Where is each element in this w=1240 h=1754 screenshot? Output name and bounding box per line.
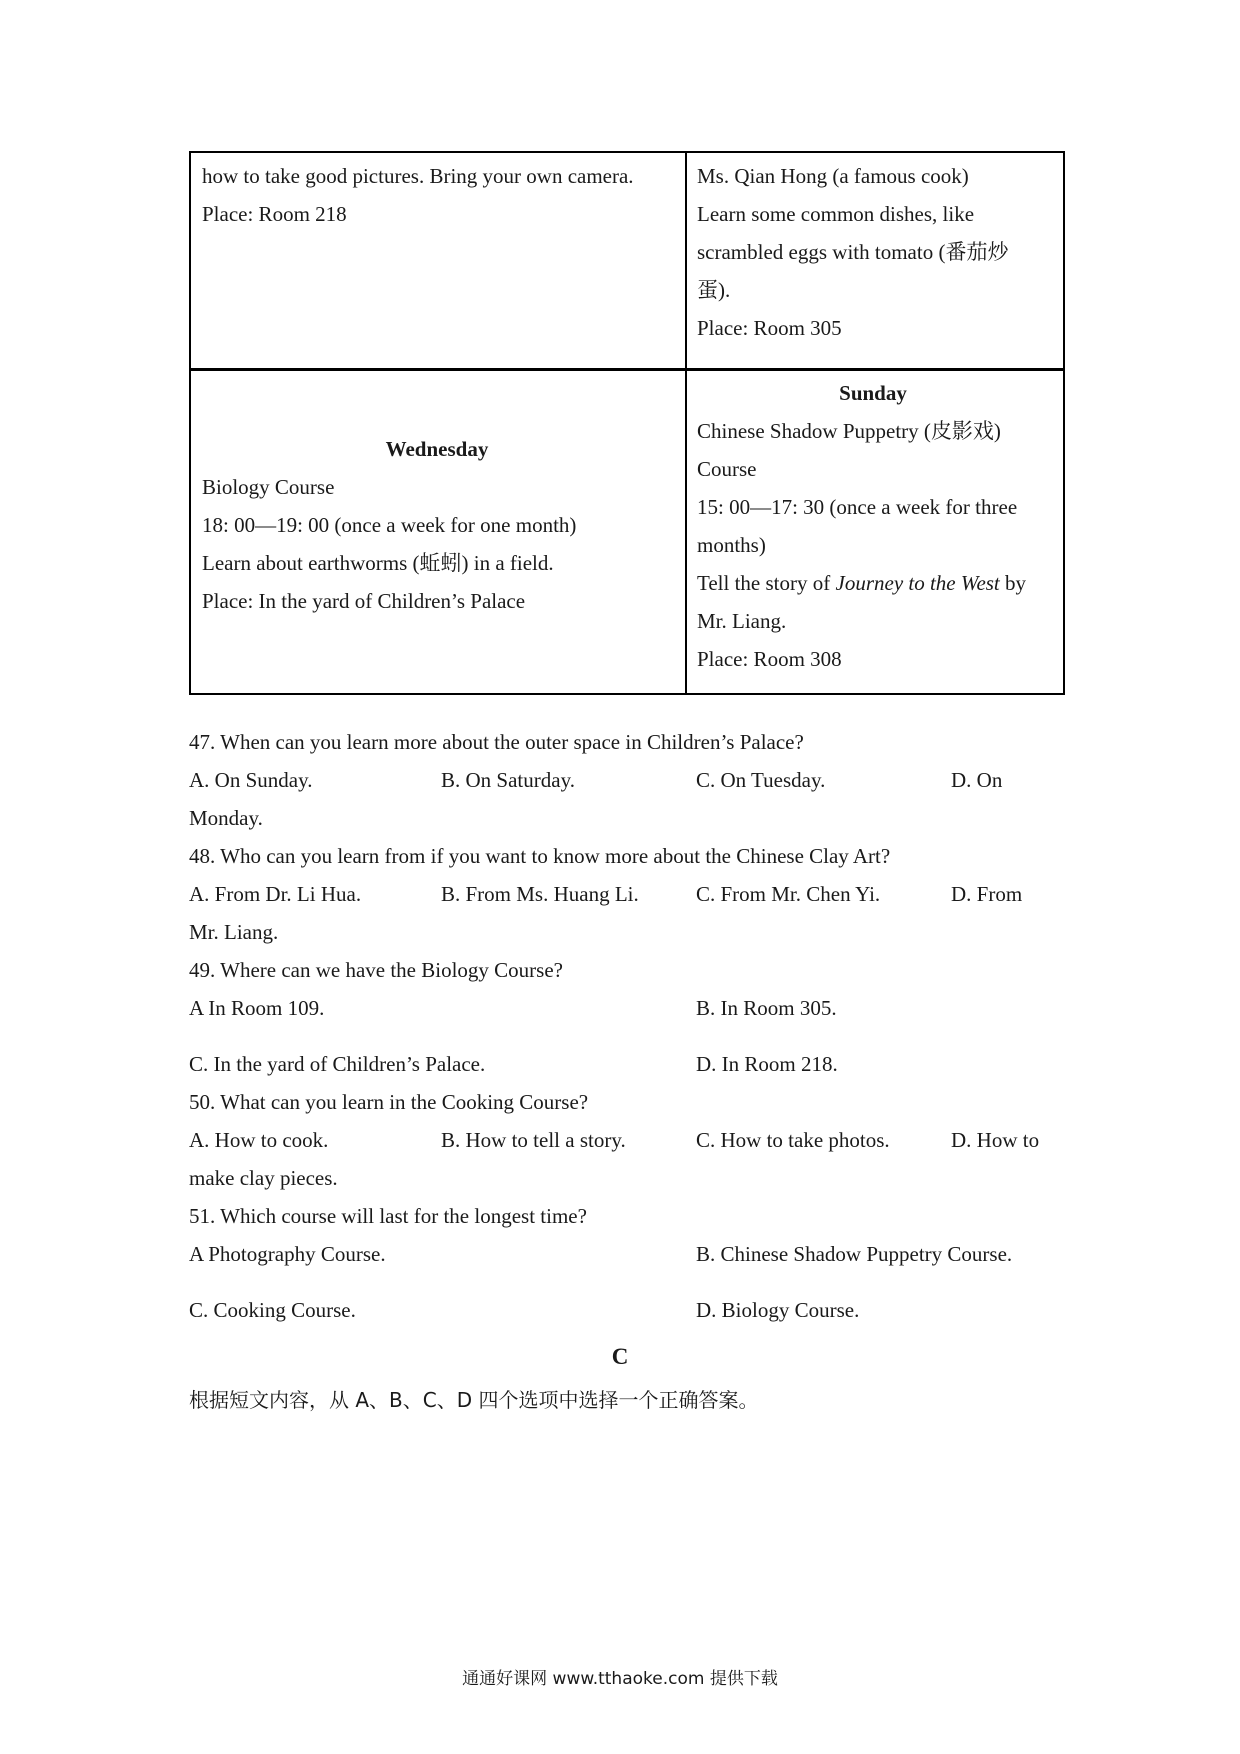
question-51-option-c: C. Cooking Course.	[189, 1298, 356, 1322]
book-title: Journey to the West	[835, 571, 1000, 595]
cell-line: 18: 00—19: 00 (once a week for one month)	[202, 513, 577, 537]
cell-line: Biology Course	[202, 475, 335, 499]
table-divider-horizontal	[191, 368, 1063, 371]
question-50-option-a: A. How to cook.	[189, 1128, 329, 1152]
question-51-option-a: A Photography Course.	[189, 1242, 386, 1266]
cell-line: Ms. Qian Hong (a famous cook)	[697, 164, 969, 188]
question-47-option-d-wrap: Monday.	[189, 806, 263, 830]
cell-line	[697, 564, 1057, 602]
cell-line: Place: Room 308	[697, 647, 842, 671]
cell-line: Place: Room 218	[202, 202, 347, 226]
question-49-option-c: C. In the yard of Children’s Palace.	[189, 1052, 486, 1076]
cell-cooking	[697, 157, 1008, 347]
question-47-option-a: A. On Sunday.	[189, 768, 313, 792]
cell-line: Learn some common dishes, like	[697, 202, 975, 226]
section-instruction: 根据短文内容，从 A、B、C、D 四个选项中选择一个正确答案。	[189, 1388, 759, 1412]
question-48-option-d: D. From	[951, 882, 1023, 906]
question-47-option-b: B. On Saturday.	[441, 768, 575, 792]
cell-line: how to take good pictures. Bring your own camera.	[202, 164, 634, 188]
cell-line: 15: 00—17: 30 (once a week for three	[697, 495, 1018, 519]
question-50-option-c: C. How to take photos.	[696, 1128, 890, 1152]
question-47-option-c: C. On Tuesday.	[696, 768, 826, 792]
question-47-option-d: D. On	[951, 768, 1003, 792]
text-segment: by	[999, 571, 1027, 595]
day-heading-sunday: Sunday	[839, 381, 907, 405]
course-schedule-table	[189, 151, 1065, 695]
question-48-option-d-wrap: Mr. Liang.	[189, 920, 279, 944]
question-48-option-c: C. From Mr. Chen Yi.	[696, 882, 881, 906]
cell-line: Learn about earthworms (蚯蚓) in a field.	[202, 551, 554, 575]
question-51-option-b: B. Chinese Shadow Puppetry Course.	[696, 1242, 1013, 1266]
cell-line: scrambled eggs with tomato (番茄炒	[697, 240, 1009, 264]
question-48-option-b: B. From Ms. Huang Li.	[441, 882, 639, 906]
question-48-option-a: A. From Dr. Li Hua.	[189, 882, 362, 906]
cell-sunday	[697, 374, 1057, 678]
question-49-option-d: D. In Room 218.	[696, 1052, 838, 1076]
cell-line: Place: In the yard of Children’s Palace	[202, 589, 526, 613]
cell-line: Course	[697, 457, 757, 481]
day-heading-wednesday: Wednesday	[385, 437, 489, 461]
text-segment: Tell the story of	[697, 571, 836, 595]
question-50-option-b: B. How to tell a story.	[441, 1128, 626, 1152]
question-50-option-d-wrap: make clay pieces.	[189, 1166, 338, 1190]
cell-line: Chinese Shadow Puppetry (皮影戏)	[697, 419, 1001, 443]
cell-photography	[202, 157, 634, 233]
question-50-option-d: D. How to	[951, 1128, 1040, 1152]
question-49-option-b: B. In Room 305.	[696, 996, 837, 1020]
question-51-option-d: D. Biology Course.	[696, 1298, 860, 1322]
cell-line: Mr. Liang.	[697, 609, 787, 633]
cell-line: 蛋).	[697, 278, 731, 302]
cell-wednesday	[202, 430, 672, 620]
page-footer: 通通好课网 www.tthaoke.com 提供下载	[462, 1669, 778, 1689]
cell-line: months)	[697, 533, 766, 557]
cell-line: Place: Room 305	[697, 316, 842, 340]
question-49-stem: 49. Where can we have the Biology Course?	[189, 958, 563, 982]
question-49-option-a: A In Room 109.	[189, 996, 325, 1020]
table-divider-vertical	[685, 153, 687, 693]
question-51-stem: 51. Which course will last for the longest time?	[189, 1204, 587, 1228]
question-50-stem: 50. What can you learn in the Cooking Course?	[189, 1090, 589, 1114]
question-48-stem: 48. Who can you learn from if you want to know more about the Chinese Clay Art?	[189, 844, 891, 868]
question-47-stem: 47. When can you learn more about the outer space in Children’s Palace?	[189, 730, 804, 754]
section-heading-c: C	[611, 1344, 629, 1369]
